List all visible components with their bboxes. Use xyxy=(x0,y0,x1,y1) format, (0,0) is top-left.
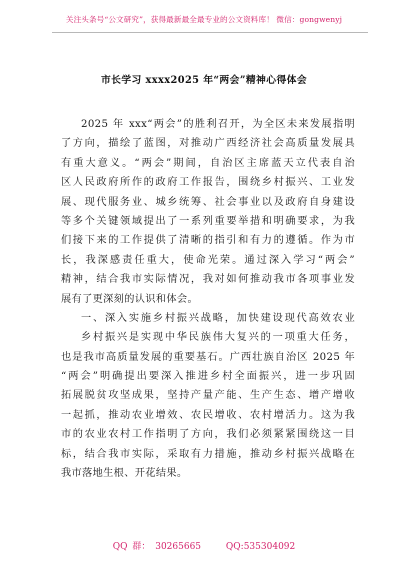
document-body xyxy=(61,115,355,483)
paragraph-line: 展有了更深刻的认识和体会。 xyxy=(61,293,198,305)
paragraph-line: “两会”明确提出要深入推进乡村全面振兴，进一步巩固 xyxy=(61,371,355,383)
paragraph-line: 长，我深感责任重大，使命光荣。通过深入学习“两会” xyxy=(61,254,355,266)
paragraph-line: 乡村振兴是实现中华民族伟大复兴的一项重大任务， xyxy=(81,332,355,344)
header-divider xyxy=(52,32,368,33)
paragraph-line: 我市落地生根、开花结果。 xyxy=(61,468,188,480)
paragraph-line: 市的农业农村工作指明了方向，我们必须紧紧围绕这一目 xyxy=(61,429,355,441)
section-heading: 一、深入实施乡村振兴战略，加快建设现代高效农业 xyxy=(81,312,355,324)
paragraph-line: 有重大意义。“两会”期间，自治区主席蓝天立代表自治 xyxy=(61,157,355,169)
paragraph-line: 精神，结合我市实际情况，我对如何推动我市各项事业发 xyxy=(61,274,355,286)
paragraph-line: 区人民政府所作的政府工作报告，围绕乡村振兴、工业发 xyxy=(61,177,355,189)
paragraph-line: 2025 年 xxx“两会”的胜利召开，为全区未来发展指明 xyxy=(81,119,355,130)
paragraph-line: 了方向，描绘了蓝图，对推动广西经济社会高质量发展具 xyxy=(61,138,355,150)
contact-footer xyxy=(0,539,408,552)
document-title: 市长学习 xxxx2025 年“两会”精神心得体会 xyxy=(100,75,308,86)
qq-number: QQ:535304092 xyxy=(225,542,296,552)
paragraph-line: 也是我市高质量发展的重要基石。广西壮族自治区 2025 年 xyxy=(61,351,355,363)
paragraph-line: 等多个关键领域提出了一系列重要举措和明确要求，为我 xyxy=(61,215,355,227)
paragraph-line: 展、现代服务业、城乡统筹、社会事业以及政府自身建设 xyxy=(61,196,355,208)
paragraph-line: 标，结合我市实际，采取有力措施，推动乡村振兴战略在 xyxy=(61,448,355,460)
promo-banner: 关注头条号“公文研究”，获得最新最全最专业的公文资料库！ 微信：gongwenyj xyxy=(65,15,343,24)
paragraph-line: 们接下来的工作提供了清晰的指引和有力的遵循。作为市 xyxy=(61,235,355,247)
paragraph-line: 拓展脱贫攻坚成果，坚持产量产能、生产生态、增产增收 xyxy=(61,390,355,402)
qq-group-number: QQ 群： 30265665 xyxy=(112,542,202,552)
paragraph-line: 一起抓，推动农业增效、农民增收、农村增活力。这为我 xyxy=(61,409,355,421)
